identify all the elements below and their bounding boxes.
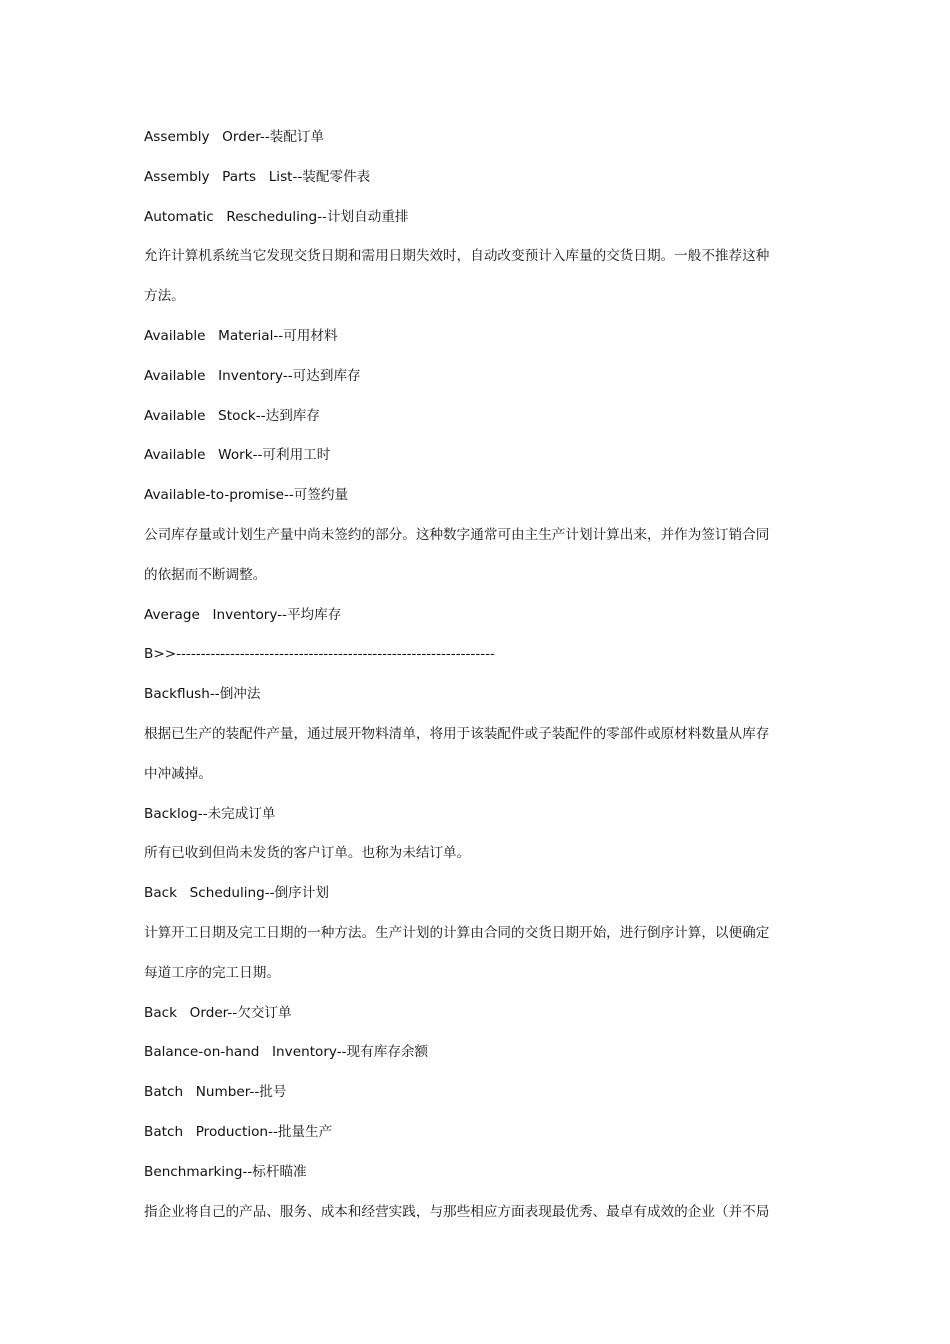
text-line: 指企业将自己的产品、服务、成本和经营实践，与那些相应方面表现最优秀、最卓有成效的企业（并不局 [144,1203,770,1220]
text-line: 的依据而不断调整。 [144,566,267,583]
text-line: Available Stock--达到库存 [144,407,320,424]
text-line: Available Inventory--可达到库存 [144,367,361,384]
text-line: Batch Number--批号 [144,1084,287,1101]
text-line: Back Scheduling--倒序计划 [144,885,329,902]
text-line: Assembly Parts List--装配零件表 [144,168,371,185]
text-line: Benchmarking--标杆瞄准 [144,1163,307,1180]
text-line: Backlog--未完成订单 [144,805,276,822]
text-line: Backflush--倒冲法 [144,686,261,703]
text-line: 中冲减掉。 [144,765,212,782]
text-line: Available Material--可用材料 [144,327,338,344]
text-line: 根据已生产的装配件产量，通过展开物料清单，将用于该装配件或子装配件的零部件或原材料数量从库存 [144,725,770,742]
text-line: Available-to-promise--可签约量 [144,487,349,504]
text-line: Automatic Rescheduling--计划自动重排 [144,208,409,225]
text-line: Batch Production--批量生产 [144,1123,333,1140]
text-line: Balance-on-hand Inventory--现有库存余额 [144,1044,429,1061]
text-line: 所有已收到但尚未发货的客户订单。也称为未结订单。 [144,845,471,862]
text-line: 每道工序的完工日期。 [144,964,280,981]
text-line: 允许计算机系统当它发现交货日期和需用日期失效时，自动改变预计入库量的交货日期。一般不推荐这种 [144,248,770,265]
text-line: Average Inventory--平均库存 [144,606,342,623]
text-line: 公司库存量或计划生产量中尚未签约的部分。这种数字通常可由主生产计划计算出来，并作为签订销合同 [144,526,770,543]
section-divider: B>>----------------------------------------------------------------- [144,646,495,663]
text-line: Available Work--可利用工时 [144,447,331,464]
text-line: 方法。 [144,288,185,305]
glossary-text [144,127,814,1241]
text-line: Back Order--欠交订单 [144,1004,292,1021]
text-line: 计算开工日期及完工日期的一种方法。生产计划的计算由合同的交货日期开始，进行倒序计算，以便确定 [144,924,770,941]
text-line: Assembly Order--装配订单 [144,129,325,145]
